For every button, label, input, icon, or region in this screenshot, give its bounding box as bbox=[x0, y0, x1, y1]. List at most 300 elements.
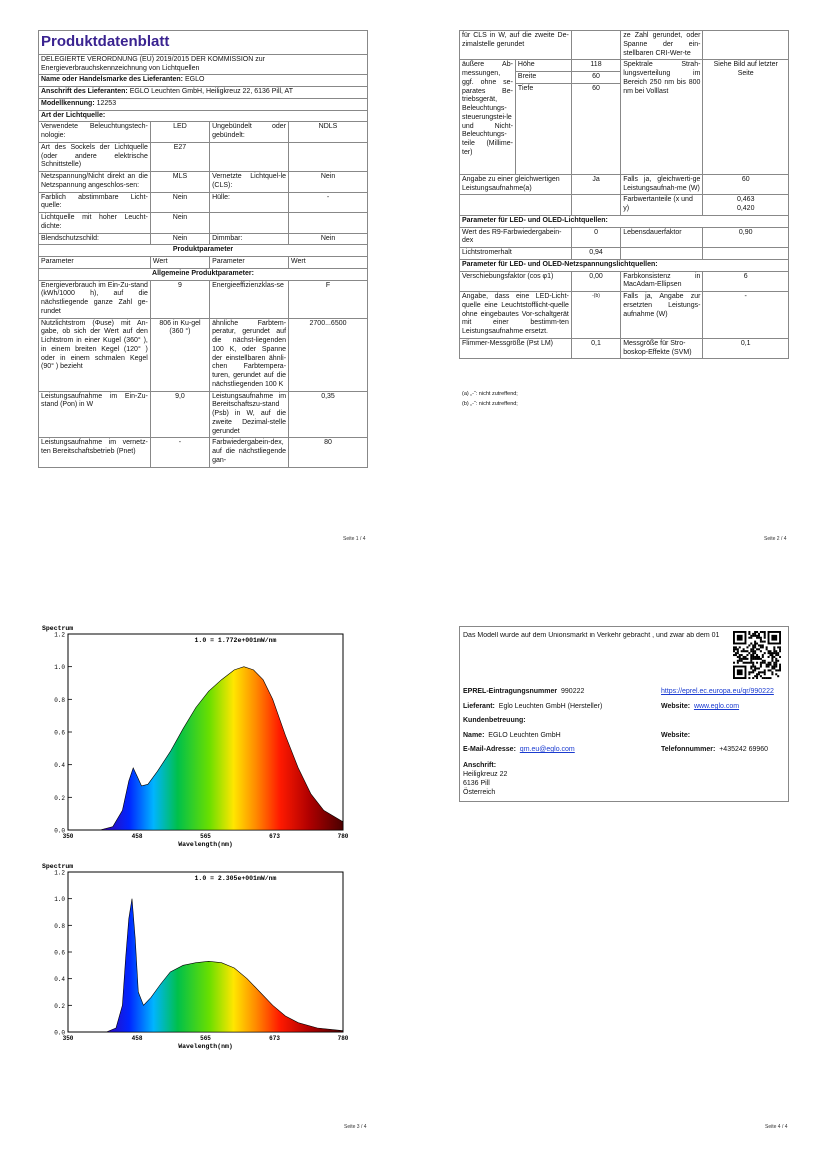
qr-module bbox=[735, 654, 737, 656]
model-value: 12253 bbox=[96, 99, 117, 107]
qr-module bbox=[762, 631, 764, 633]
qr-module bbox=[743, 662, 745, 664]
website-row bbox=[661, 703, 739, 710]
displacement-factor-value: 0,00 bbox=[571, 271, 620, 292]
qr-module bbox=[773, 664, 775, 666]
lumen-maintenance-value: 0,94 bbox=[571, 248, 620, 260]
website-link[interactable]: www.eglo.com bbox=[693, 703, 740, 710]
qr-module bbox=[741, 654, 743, 656]
postal-address-line-2: 6136 Pill bbox=[463, 780, 490, 788]
qr-module bbox=[754, 650, 756, 652]
qr-module bbox=[775, 652, 777, 654]
qr-module bbox=[746, 650, 748, 652]
qr-module bbox=[762, 662, 764, 664]
x-tick-label: 673 bbox=[269, 1035, 280, 1042]
qr-module bbox=[756, 656, 758, 658]
qr-module bbox=[771, 666, 773, 668]
qr-module bbox=[733, 654, 735, 656]
x-tick-label: 780 bbox=[337, 833, 349, 840]
page-number-3: Seite 3 / 4 bbox=[344, 1124, 367, 1130]
y-tick-label: 0.8 bbox=[54, 696, 65, 704]
qr-module bbox=[745, 650, 747, 652]
qr-module bbox=[762, 646, 764, 648]
qr-module bbox=[750, 658, 752, 660]
type-value-1: Nein bbox=[150, 233, 209, 245]
postal-address-line-1: Heiligkreuz 22 bbox=[463, 771, 508, 779]
qr-module bbox=[754, 667, 756, 669]
chromaticity-label: Farbwertanteile (x und y) bbox=[621, 195, 703, 216]
qr-module bbox=[754, 652, 756, 654]
empty-cell bbox=[621, 248, 703, 260]
qr-module bbox=[750, 662, 752, 664]
qr-module bbox=[741, 660, 743, 662]
qr-module bbox=[762, 654, 764, 656]
param-value-1: 806 in Ku-gel (360 °) bbox=[150, 318, 209, 391]
qr-module bbox=[779, 669, 781, 671]
qr-module bbox=[760, 664, 762, 666]
qr-module bbox=[760, 631, 762, 633]
y-tick-label: 0.2 bbox=[54, 1002, 65, 1010]
trademark-row bbox=[39, 75, 368, 87]
qr-module bbox=[737, 662, 739, 664]
qr-module bbox=[746, 662, 748, 664]
type-row bbox=[39, 192, 368, 213]
qr-module bbox=[754, 631, 756, 633]
service-website-label: Website: bbox=[661, 732, 691, 739]
qr-code bbox=[733, 631, 781, 679]
qr-module bbox=[733, 650, 735, 652]
qr-module bbox=[768, 664, 770, 666]
equiv-power-statement-value: Ja bbox=[571, 174, 620, 195]
type-row bbox=[39, 172, 368, 193]
qr-module bbox=[771, 652, 773, 654]
model-label: Modellkennung: bbox=[41, 99, 95, 107]
y-tick-label: 0.6 bbox=[54, 729, 65, 737]
type-row bbox=[39, 142, 368, 171]
chromaticity-y: 0,420 bbox=[736, 205, 755, 212]
supplier-label: Lieferant: bbox=[463, 703, 495, 710]
qr-module bbox=[768, 677, 770, 679]
y-tick-label: 0.6 bbox=[54, 949, 65, 957]
qr-module bbox=[754, 633, 756, 635]
qr-module bbox=[758, 637, 760, 639]
page-number-4: Seite 4 / 4 bbox=[765, 1124, 788, 1130]
chromaticity-x: 0,463 bbox=[736, 196, 755, 204]
qr-module bbox=[754, 675, 756, 677]
qr-module bbox=[766, 666, 768, 668]
qr-module bbox=[768, 650, 770, 652]
page-number-1: Seite 1 / 4 bbox=[343, 536, 366, 542]
qr-module bbox=[756, 673, 758, 675]
qr-module bbox=[771, 673, 773, 675]
phone-row bbox=[661, 746, 768, 753]
qr-module bbox=[760, 658, 762, 660]
qr-module bbox=[779, 656, 781, 658]
flicker-label: Flimmer-Messgröße (Pst LM) bbox=[460, 338, 572, 359]
dim-depth-label: Tiefe bbox=[515, 83, 571, 174]
qr-module bbox=[762, 656, 764, 658]
type-row bbox=[39, 233, 368, 245]
qr-module bbox=[777, 646, 779, 648]
x-axis-label: Wavelength(nm) bbox=[178, 841, 233, 848]
qr-module bbox=[756, 631, 758, 633]
qr-module bbox=[777, 654, 779, 656]
y-axis-label: Spectrum bbox=[42, 863, 74, 870]
qr-module bbox=[769, 662, 771, 664]
qr-module bbox=[741, 658, 743, 660]
qr-module bbox=[758, 658, 760, 660]
qr-module bbox=[752, 644, 754, 646]
type-value-1: E27 bbox=[150, 142, 209, 171]
dim-depth-value: 60 bbox=[571, 83, 620, 174]
qr-finder-core bbox=[737, 635, 743, 641]
qr-module bbox=[773, 650, 775, 652]
y-tick-label: 0.8 bbox=[54, 922, 65, 930]
y-tick-label: 1.2 bbox=[54, 869, 65, 877]
type-label-1: Art des Sockels der Lichtquelle (oder andere elektrische Schnittstelle) bbox=[39, 142, 151, 171]
y-tick-label: 0.2 bbox=[54, 794, 65, 802]
qr-module bbox=[764, 669, 766, 671]
qr-module bbox=[739, 660, 741, 662]
stroboscopic-value: 0,1 bbox=[703, 338, 789, 359]
qr-module bbox=[737, 656, 739, 658]
equiv-power-statement-label: Angabe zu einer gleichwertigen Leistungsaufnahme(a) bbox=[460, 174, 572, 195]
qr-code-svg bbox=[733, 631, 781, 679]
address-row bbox=[39, 87, 368, 99]
type-label-2: Hülle: bbox=[210, 192, 289, 213]
qr-module bbox=[766, 677, 768, 679]
qr-module bbox=[773, 648, 775, 650]
qr-module bbox=[773, 667, 775, 669]
qr-module bbox=[748, 637, 750, 639]
qr-module bbox=[737, 650, 739, 652]
qr-module bbox=[750, 666, 752, 668]
qr-module bbox=[750, 650, 752, 652]
qr-module bbox=[748, 677, 750, 679]
spectrum-chart-1 bbox=[38, 620, 361, 852]
product-params-table-cont bbox=[459, 30, 789, 359]
param-value-2: 80 bbox=[289, 438, 368, 467]
qr-module bbox=[756, 662, 758, 664]
email-row bbox=[463, 746, 575, 753]
type-label-2 bbox=[210, 142, 289, 171]
qr-module bbox=[754, 669, 756, 671]
footnote-a: (a) „-“: nicht zutreffend; bbox=[462, 391, 518, 397]
postal-address-label: Anschrift: bbox=[463, 762, 497, 769]
qr-module bbox=[758, 644, 760, 646]
qr-module bbox=[773, 662, 775, 664]
param-label-2: ähnliche Farbtem-peratur, gerundet auf die nächst-liegenden 100 K, oder Spanne der einstellbaren ähnli-chen Farbtempera-turen, gerundet auf die nächstliegenden 100 K bbox=[210, 318, 289, 391]
qr-module bbox=[764, 641, 766, 643]
flicker-value: 0,1 bbox=[571, 338, 620, 359]
qr-module bbox=[752, 654, 754, 656]
type-label-1: Lichtquelle mit hoher Leucht-dichte: bbox=[39, 213, 151, 234]
qr-finder-core bbox=[771, 635, 777, 641]
qr-module bbox=[760, 641, 762, 643]
qr-module bbox=[760, 675, 762, 677]
qr-module bbox=[739, 656, 741, 658]
supplier-row bbox=[463, 703, 602, 710]
x-tick-label: 458 bbox=[131, 833, 143, 840]
qr-module bbox=[768, 656, 770, 658]
qr-module bbox=[762, 671, 764, 673]
type-row bbox=[39, 213, 368, 234]
dim-height-label: Höhe bbox=[515, 60, 571, 72]
qr-module bbox=[739, 654, 741, 656]
fluorescent-replacement-label: Angabe, dass eine LED-Licht-quelle eine Leuchtstofflicht-quelle ohne eingebautes Vor-schaltgerät mit einer bestimm-ten Leistungsaufnahme ersetzt. bbox=[460, 292, 572, 339]
qr-module bbox=[779, 666, 781, 668]
param-label-1: Energieverbrauch im Ein-Zu-stand (kWh/1000 h), auf die nächstliegende ganze Zahl ge-rundet bbox=[39, 280, 151, 318]
qr-module bbox=[764, 637, 766, 639]
qr-module bbox=[748, 633, 750, 635]
qr-module bbox=[764, 671, 766, 673]
qr-module bbox=[737, 660, 739, 662]
type-value-1: LED bbox=[150, 122, 209, 143]
footnote-b: (b) „-“: nicht zutreffend; bbox=[462, 401, 518, 407]
type-label-2: Ungebündelt oder gebündelt: bbox=[210, 122, 289, 143]
survival-factor-label: Lebensdauerfaktor bbox=[621, 227, 703, 248]
qr-module bbox=[752, 669, 754, 671]
qr-module bbox=[733, 662, 735, 664]
col-param-1: Parameter bbox=[39, 257, 151, 269]
qr-module bbox=[775, 673, 777, 675]
displacement-factor-label: Verschiebungsfaktor (cos φ1) bbox=[460, 271, 572, 292]
spectrum-chart-1-svg bbox=[38, 620, 361, 852]
qr-module bbox=[775, 658, 777, 660]
qr-module bbox=[758, 656, 760, 658]
param-row bbox=[39, 391, 368, 438]
qr-module bbox=[775, 669, 777, 671]
param-label-1: Nutzlichtstrom (Φuse) mit An-gabe, ob sich der Wert auf den Lichtstrom in einer Kugel (360° ), in einem breiten Kegel (120° ) oder in einem schmalen Kegel (90° ) bezieht bbox=[39, 318, 151, 391]
qr-module bbox=[756, 643, 758, 645]
param-value-2: 0,35 bbox=[289, 391, 368, 438]
qr-module bbox=[737, 652, 739, 654]
type-label-2: Dimmbar: bbox=[210, 233, 289, 245]
qr-module bbox=[773, 652, 775, 654]
service-name-label: Name: bbox=[463, 732, 485, 739]
qr-module bbox=[756, 637, 758, 639]
qr-module bbox=[773, 666, 775, 668]
qr-module bbox=[746, 658, 748, 660]
replaced-power-label: Falls ja, Angabe zur ersetzten Leistungs-aufnahme (W) bbox=[621, 292, 703, 339]
qr-module bbox=[750, 660, 752, 662]
col-value-2: Wert bbox=[289, 257, 368, 269]
param-value-2: 2700...6500 bbox=[289, 318, 368, 391]
qr-module bbox=[750, 643, 752, 645]
page-2 bbox=[459, 30, 789, 359]
phone-label: Telefonnummer: bbox=[661, 746, 716, 753]
qr-module bbox=[773, 646, 775, 648]
qr-module bbox=[758, 648, 760, 650]
qr-module bbox=[768, 669, 770, 671]
qr-module bbox=[754, 644, 756, 646]
qr-module bbox=[743, 658, 745, 660]
qr-module bbox=[779, 648, 781, 650]
address-value: EGLO Leuchten GmbH, Heiligkreuz 22, 6136 Pill, AT bbox=[129, 88, 293, 95]
qr-module bbox=[756, 654, 758, 656]
qr-module bbox=[758, 671, 760, 673]
type-value-1: Nein bbox=[150, 213, 209, 234]
param-value-1: 9 bbox=[150, 280, 209, 318]
qr-module bbox=[769, 669, 771, 671]
qr-module bbox=[752, 677, 754, 679]
qr-module bbox=[752, 658, 754, 660]
qr-module bbox=[758, 633, 760, 635]
trademark-label: Name oder Handelsmarke des Lieferanten: bbox=[41, 76, 183, 84]
param-row bbox=[39, 438, 368, 467]
type-value-2: Nein bbox=[289, 233, 368, 245]
qr-module bbox=[758, 667, 760, 669]
qr-module bbox=[762, 660, 764, 662]
general-params-rows bbox=[39, 280, 368, 467]
spectral-label: Spektrale Strah-lungsverteilung im Bereich 250 nm bis 800 nm bei Volllast bbox=[621, 60, 703, 175]
spectrum-chart-2-svg bbox=[38, 858, 361, 1054]
qr-module bbox=[735, 648, 737, 650]
y-tick-label: 1.0 bbox=[54, 664, 65, 672]
qr-module bbox=[777, 675, 779, 677]
type-value-1: Nein bbox=[150, 192, 209, 213]
type-value-1: MLS bbox=[150, 172, 209, 193]
fluorescent-replacement-value: -(b) bbox=[571, 292, 620, 339]
qr-module bbox=[748, 631, 750, 633]
qr-module bbox=[760, 650, 762, 652]
postal-address bbox=[463, 761, 507, 797]
qr-module bbox=[756, 675, 758, 677]
empty-cell bbox=[703, 248, 789, 260]
param-label-1: Leistungsaufnahme im vernetz-ten Bereitschaftsbetrieb (Pnet) bbox=[39, 438, 151, 467]
page-title: Produktdatenblatt bbox=[39, 31, 368, 55]
spectrum-chart-2 bbox=[38, 858, 361, 1054]
cls-power-value bbox=[571, 31, 620, 60]
qr-module bbox=[752, 646, 754, 648]
qr-module bbox=[779, 646, 781, 648]
qr-module bbox=[752, 650, 754, 652]
postal-address-line-3: Österreich bbox=[463, 789, 496, 797]
led-params-header: Parameter für LED- und OLED-Lichtquellen: bbox=[460, 215, 789, 227]
email-label: E-Mail-Adresse: bbox=[463, 746, 516, 753]
qr-module bbox=[745, 662, 747, 664]
qr-module bbox=[752, 648, 754, 650]
param-label-2: Farbwiedergabein-dex, auf die nächstliegende gan- bbox=[210, 438, 289, 467]
model-row bbox=[39, 98, 368, 110]
lumen-maintenance-label: Lichtstromerhalt bbox=[460, 248, 572, 260]
param-label-2: Energieeffizienzklas-se bbox=[210, 280, 289, 318]
type-value-2: Nein bbox=[289, 172, 368, 193]
regulation-text: DELEGIERTE VERORDNUNG (EU) 2019/2015 DER KOMMISSION zur Energieverbrauchskennzeichnung von Lichtquellen bbox=[39, 54, 368, 75]
type-label-2: Vernetzte Lichtquel-le (CLS): bbox=[210, 172, 289, 193]
service-name-value: EGLO Leuchten GmbH bbox=[488, 732, 561, 739]
empty-cell bbox=[460, 195, 572, 216]
market-date-text: Das Modell wurde auf dem Unionsmarkt in Verkehr gebracht , und zwar ab dem 01 bbox=[463, 632, 720, 639]
qr-module bbox=[764, 662, 766, 664]
y-tick-label: 1.2 bbox=[54, 631, 65, 639]
qr-module bbox=[735, 646, 737, 648]
spectral-value: Siehe Bild auf letzter Seite bbox=[703, 60, 789, 175]
qr-module bbox=[752, 662, 754, 664]
qr-module bbox=[750, 667, 752, 669]
qr-module bbox=[752, 635, 754, 637]
general-params-header: Allgemeine Produktparameter: bbox=[39, 268, 368, 280]
qr-module bbox=[769, 650, 771, 652]
qr-module bbox=[754, 646, 756, 648]
type-value-2: NDLS bbox=[289, 122, 368, 143]
qr-module bbox=[748, 644, 750, 646]
type-header: Art der Lichtquelle: bbox=[39, 110, 368, 122]
qr-module bbox=[748, 662, 750, 664]
y-axis-label: Spectrum bbox=[42, 625, 74, 632]
eprel-value: 990222 bbox=[561, 688, 585, 695]
qr-module bbox=[733, 648, 735, 650]
qr-module bbox=[764, 660, 766, 662]
qr-module bbox=[768, 662, 770, 664]
chart-scale-annotation: 1.0 = 2.305e+001mW/nm bbox=[194, 875, 277, 882]
qr-module bbox=[764, 677, 766, 679]
qr-module bbox=[756, 677, 758, 679]
address-label: Anschrift des Lieferanten: bbox=[41, 88, 128, 95]
qr-module bbox=[762, 641, 764, 643]
qr-module bbox=[750, 637, 752, 639]
qr-module bbox=[741, 650, 743, 652]
y-tick-label: 0.4 bbox=[54, 762, 65, 770]
param-row bbox=[39, 280, 368, 318]
qr-module bbox=[777, 669, 779, 671]
qr-module bbox=[769, 664, 771, 666]
col-value-1: Wert bbox=[150, 257, 209, 269]
qr-module bbox=[777, 652, 779, 654]
qr-module bbox=[756, 648, 758, 650]
qr-module bbox=[771, 671, 773, 673]
type-value-2: - bbox=[289, 192, 368, 213]
qr-module bbox=[779, 664, 781, 666]
qr-module bbox=[743, 650, 745, 652]
y-tick-label: 0.4 bbox=[54, 976, 65, 984]
qr-module bbox=[769, 654, 771, 656]
dim-width-label: Breite bbox=[515, 72, 571, 84]
qr-finder-core bbox=[737, 669, 743, 675]
qr-module bbox=[750, 656, 752, 658]
email-link[interactable]: qm.eu@eglo.com bbox=[519, 746, 575, 753]
qr-module bbox=[754, 656, 756, 658]
qr-module bbox=[756, 667, 758, 669]
param-value-1: 9,0 bbox=[150, 391, 209, 438]
qr-module bbox=[775, 664, 777, 666]
qr-module bbox=[756, 658, 758, 660]
type-value-2 bbox=[289, 213, 368, 234]
qr-module bbox=[750, 648, 752, 650]
qr-module bbox=[760, 646, 762, 648]
qr-module bbox=[764, 633, 766, 635]
qr-module bbox=[760, 666, 762, 668]
product-datasheet-table bbox=[38, 30, 368, 468]
eprel-link[interactable]: https://eprel.ec.europa.eu/qr/990222 bbox=[661, 688, 774, 695]
param-label-2: Leistungsaufnahme im Bereitschaftszu-stand (Psb) in W, auf die zweite Dezimal-stelle gerundet bbox=[210, 391, 289, 438]
dim-height-value: 118 bbox=[571, 60, 620, 72]
qr-module bbox=[771, 660, 773, 662]
qr-module bbox=[766, 646, 768, 648]
dim-width-value: 60 bbox=[571, 72, 620, 84]
qr-module bbox=[762, 644, 764, 646]
cri-label: ze Zahl gerundet, oder Spanne der ein-stellbaren CRI-Wer-te bbox=[621, 31, 703, 60]
mains-params-header: Parameter für LED- und OLED-Netzspannungslichtquellen: bbox=[460, 259, 789, 271]
type-label-1: Netzspannung/Nicht direkt an die Netzspannung angeschlos-sen: bbox=[39, 172, 151, 193]
r9-label: Wert des R9-Farbwiedergabein-dex bbox=[460, 227, 572, 248]
qr-module bbox=[754, 666, 756, 668]
chromaticity-value bbox=[703, 195, 789, 216]
type-row bbox=[39, 122, 368, 143]
product-params-header: Produktparameter bbox=[39, 245, 368, 257]
replaced-power-value: - bbox=[703, 292, 789, 339]
page-number-2: Seite 2 / 4 bbox=[764, 536, 787, 542]
